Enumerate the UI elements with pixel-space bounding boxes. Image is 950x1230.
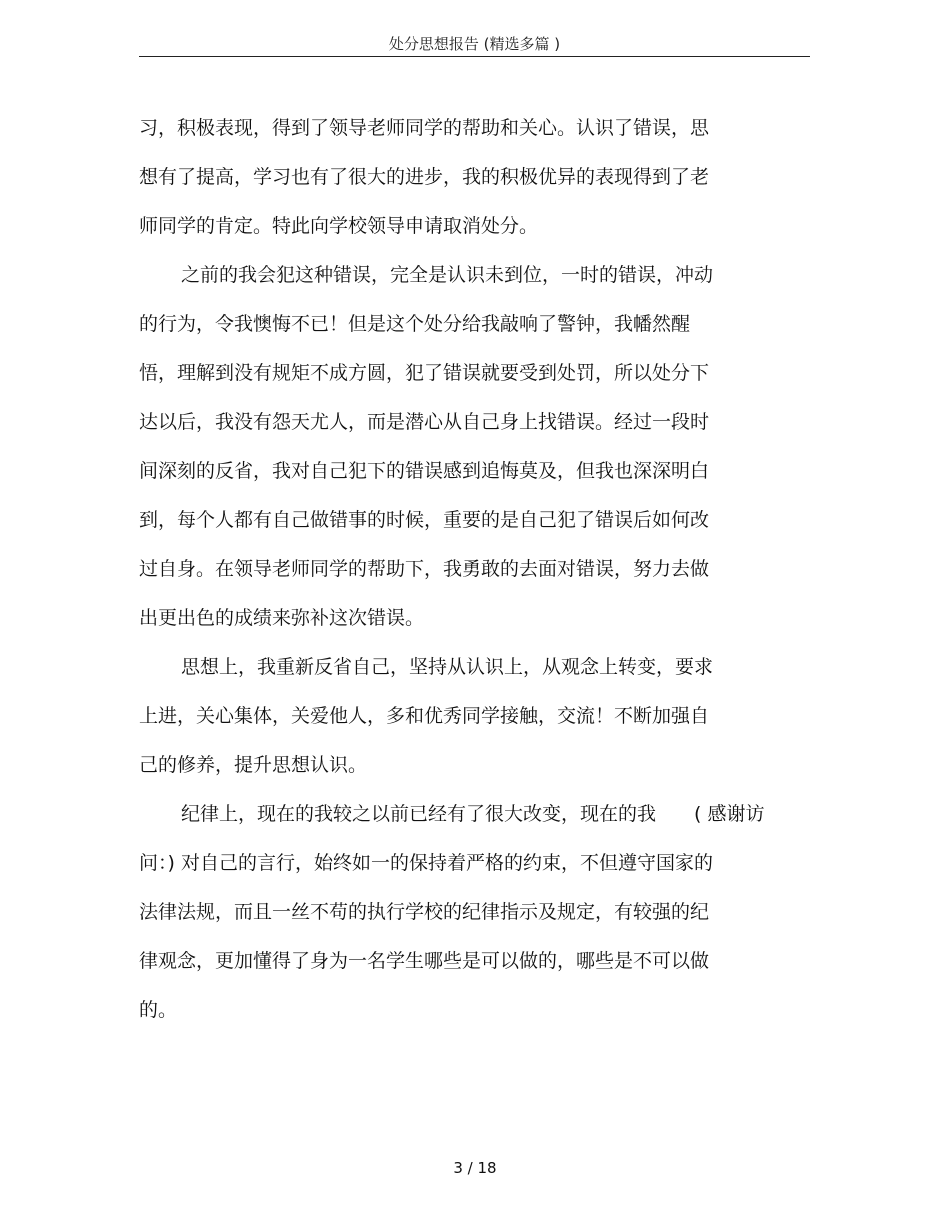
paragraph-start-line: 之前的我会犯这种错误，完全是认识未到位，一时的错误，冲动 xyxy=(181,264,714,286)
text-line: 间深刻的反省，我对自己犯下的错误感到追悔莫及，但我也深深明白 xyxy=(139,460,710,482)
document-title: 处分思想报告 (精选多篇 ) xyxy=(388,35,561,53)
text-line: 师同学的肯定。特此向学校领导申请取消处分。 xyxy=(139,215,539,237)
text-line: 过自身。在领导老师同学的帮助下，我勇敢的去面对错误，努力去做 xyxy=(139,558,710,580)
page-number: 3 / 18 xyxy=(453,1159,497,1177)
text-line: 问：) 对自己的言行，始终如一的保持着严格的约束，不但遵守国家的 xyxy=(139,852,713,874)
document-body xyxy=(139,0,810,1100)
text-line: 到，每个人都有自己做错事的时候，重要的是自己犯了错误后如何改 xyxy=(139,509,710,531)
text-line: 达以后，我没有怨天尤人，而是潜心从自己身上找错误。经过一段时 xyxy=(139,411,710,433)
paragraph-start-line: 思想上，我重新反省自己，坚持从认识上，从观念上转变，要求 xyxy=(181,656,714,678)
text-line: 习，积极表现，得到了领导老师同学的帮助和关心。认识了错误，思 xyxy=(139,117,710,139)
text-line: 上进，关心集体，关爱他人，多和优秀同学接触，交流！不断加强自 xyxy=(139,705,710,727)
paragraph-start-line: 纪律上，现在的我较之以前已经有了很大改变，现在的我 ( 感谢访 xyxy=(181,803,765,825)
text-line: 己的修养，提升思想认识。 xyxy=(139,754,368,776)
text-line: 的。 xyxy=(139,999,178,1021)
text-line: 想有了提高，学习也有了很大的进步，我的积极优异的表现得到了老 xyxy=(139,166,710,188)
text-line: 的行为，令我懊悔不已！但是这个处分给我敲响了警钟，我幡然醒 xyxy=(139,313,691,335)
text-line: 法律法规，而且一丝不苟的执行学校的纪律指示及规定，有较强的纪 xyxy=(139,901,710,923)
text-line: 悟，理解到没有规矩不成方圆，犯了错误就要受到处罚，所以处分下 xyxy=(139,362,710,384)
text-line: 出更出色的成绩来弥补这次错误。 xyxy=(139,607,425,629)
text-line: 律观念，更加懂得了身为一名学生哪些是可以做的，哪些是不可以做 xyxy=(139,950,710,972)
